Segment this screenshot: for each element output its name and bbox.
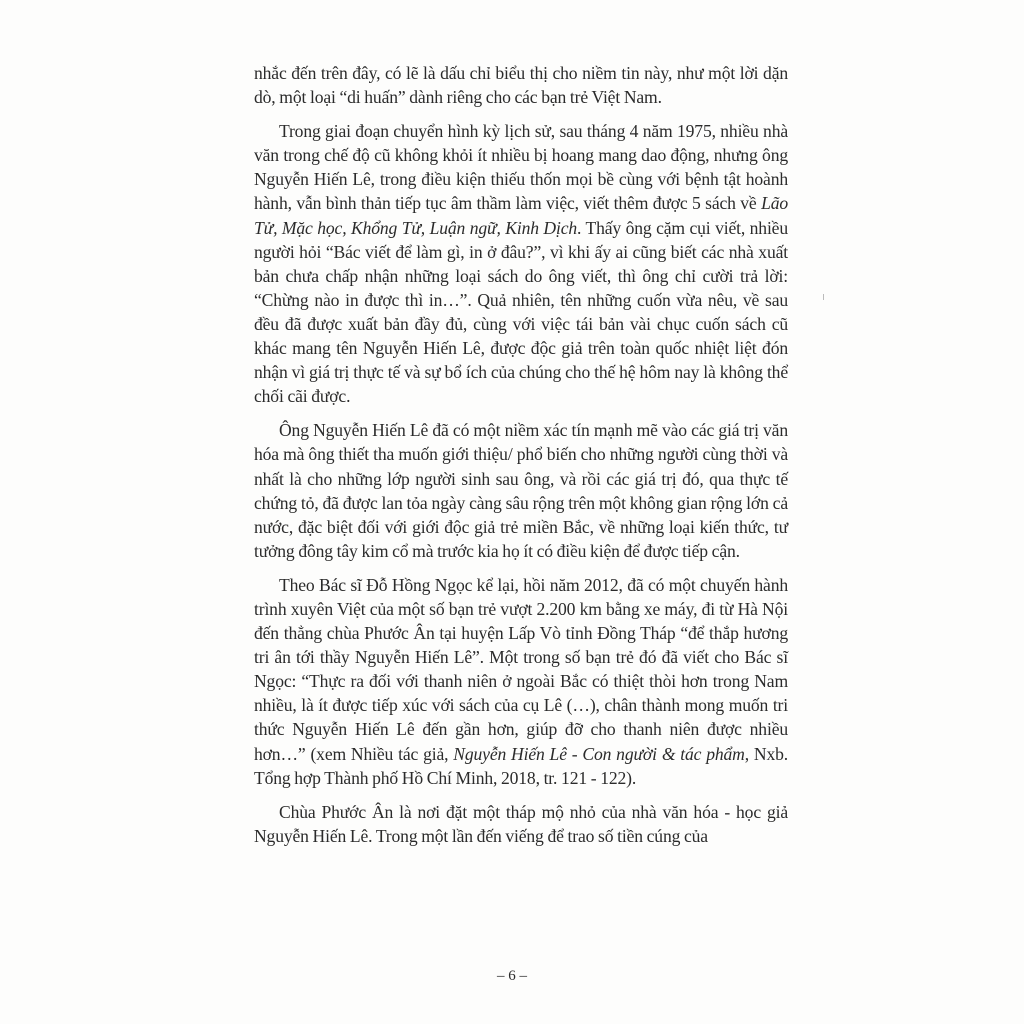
paragraph-text: Chùa Phước Ân là nơi đặt một tháp mộ nhỏ của nhà văn hóa - học giả Nguyễn Hiến Lê. Trong một lần đến viếng để trao số tiền cúng của [254, 801, 788, 846]
paragraph-text: Trong giai đoạn chuyển hình kỳ lịch sử, sau tháng 4 năm 1975, nhiều nhà văn trong chế độ cũ không khỏi ít nhiều bị hoang mang dao động, nhưng ông Nguyễn Hiến Lê, trong điều kiện thiếu thốn mọi bề cùng với bệnh tật hoành hành, vẫn bình thản tiếp tục âm thầm làm việc, viết thêm được 5 sách về [254, 121, 788, 214]
paragraph [254, 800, 788, 848]
paragraph [254, 61, 788, 109]
book-title-italic: Nguyễn Hiến Lê - Con người & tác phẩm [453, 743, 745, 764]
paragraph-text: , Nxb. Tổng hợp Thành phố Hồ Chí Minh, 2018, tr. 121 - 122). [254, 743, 788, 788]
paragraph [254, 119, 788, 408]
paper-speck [823, 294, 824, 300]
paragraph [254, 418, 788, 563]
paragraph-text: nhắc đến trên đây, có lẽ là dấu chỉ biểu thị cho niềm tin này, như một lời dặn dò, một loại “di huấn” dành riêng cho các bạn trẻ Việt Nam. [254, 63, 788, 108]
paragraph-text: Ông Nguyễn Hiến Lê đã có một niềm xác tín mạnh mẽ vào các giá trị văn hóa mà ông thiết tha muốn giới thiệu/ phổ biến cho những người cùng thời và nhất là cho những lớp người sinh sau ông, và rồi các giá trị đó, qua thực tế chứng tỏ, đã được lan tỏa ngày càng sâu rộng trên một không gian rộng lớn cả nước, đặc biệt đối với giới độc giả trẻ miền Bắc, về những loại kiến thức, tư tưởng đông tây kim cổ mà trước kia họ ít có điều kiện để được tiếp cận. [254, 420, 788, 561]
paragraph-text: . Thấy ông cặm cụi viết, nhiều người hỏi “Bác viết để làm gì, in ở đâu?”, vì khi ấy ai cũng biết các nhà xuất bản chưa chấp nhận những loại sách do ông viết, thì ông chỉ cười trả lời: “Chừng nào in được thì in…”. Quả nhiên, tên những cuốn vừa nêu, về sau đều đã được xuất bản đầy đủ, cùng với việc tái bản vài chục cuốn sách cũ khác mang tên Nguyễn Hiến Lê, được độc giả trên toàn quốc nhiệt liệt đón nhận vì giá trị thực tế và sự bổ ích của chúng cho thế hệ hôm nay là không thể chối cãi được. [254, 217, 788, 407]
paragraph [254, 573, 788, 790]
body-text [254, 61, 788, 848]
page-number: – 6 – [497, 968, 527, 984]
paragraph-text: Theo Bác sĩ Đỗ Hồng Ngọc kể lại, hồi năm 2012, đã có một chuyến hành trình xuyên Việt của một số bạn trẻ vượt 2.200 km bằng xe máy, đi từ Hà Nội đến thẳng chùa Phước Ân tại huyện Lấp Vò tỉnh Đồng Tháp “để thắp hương tri ân tới thầy Nguyễn Hiến Lê”. Một trong số bạn trẻ đó đã viết cho Bác sĩ Ngọc: “Thực ra đối với thanh niên ở ngoài Bắc có thiệt thòi hơn trong Nam nhiều, là ít được tiếp xúc với sách của cụ Lê (…), chân thành mong muốn tri thức Nguyễn Hiến Lê đến gần hơn, giúp đỡ cho thanh niên được nhiều hơn…” (xem Nhiều tác giả, [254, 574, 788, 764]
book-titles-italic: Lão Tử, Mặc học, Khổng Tử, Luận ngữ, Kinh Dịch [254, 193, 788, 238]
